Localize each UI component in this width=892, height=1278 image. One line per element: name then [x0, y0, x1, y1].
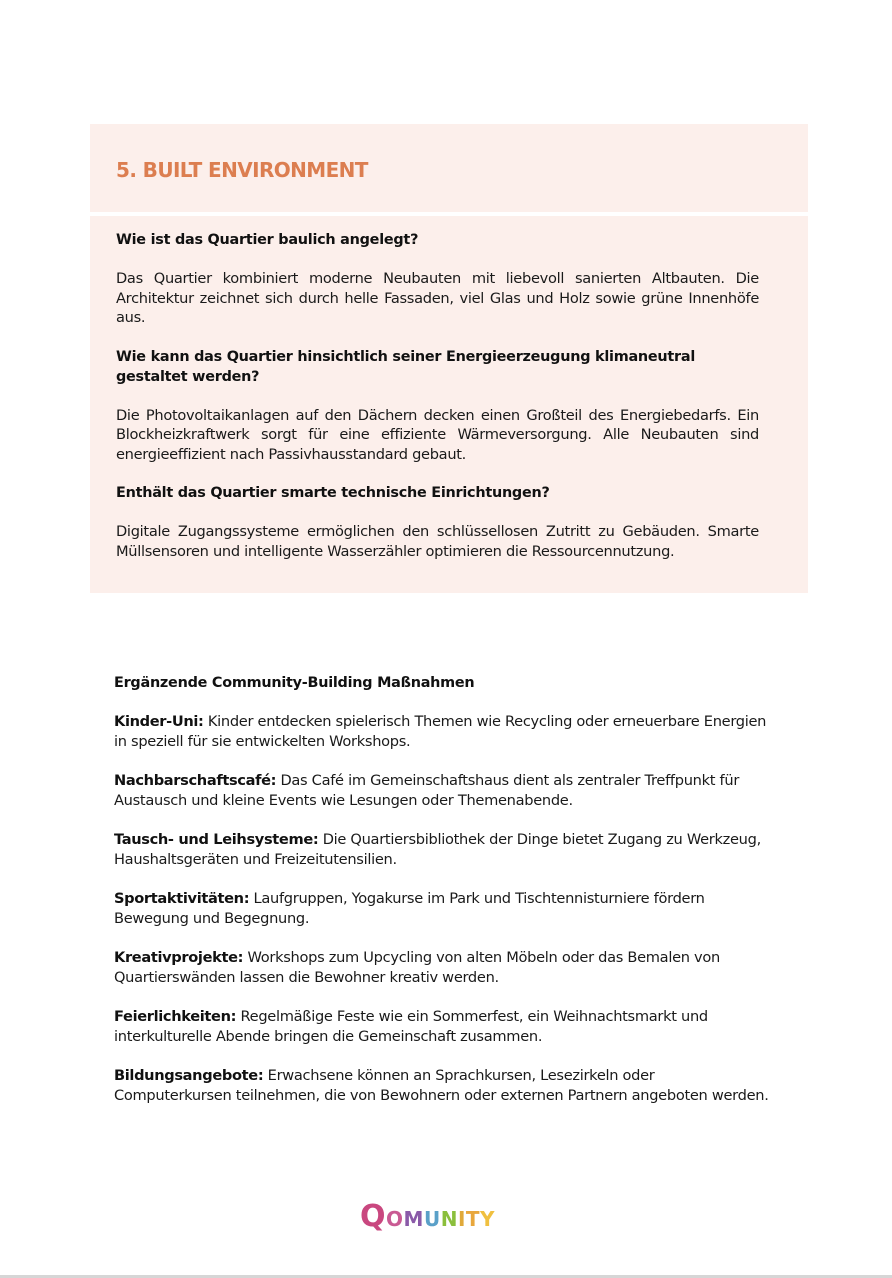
- measure-text: Laufgruppen, Yogakurse im Park und Tischtennisturniere fördern Bewegung und Begegnung.: [114, 890, 705, 927]
- measure-text: Regelmäßige Feste wie ein Sommerfest, ein Weihnachtsmarkt und interkulturelle Abende bringen die Gemeinschaft zusammen.: [114, 1008, 708, 1045]
- qa-question: Enthält das Quartier smarte technische Einrichtungen?: [116, 485, 550, 501]
- measure-label: Kreativprojekte:: [114, 949, 244, 966]
- measure-item: [114, 830, 774, 870]
- logo-letter: M: [403, 1207, 424, 1231]
- qa-question: Wie ist das Quartier baulich angelegt?: [116, 232, 419, 248]
- built-environment-section: [90, 124, 808, 593]
- measure-item: [114, 712, 774, 752]
- measure-text: Workshops zum Upcycling von alten Möbeln oder das Bemalen von Quartierswänden lassen die Bewohner kreativ werden.: [114, 949, 720, 986]
- measure-label: Kinder-Uni:: [114, 713, 204, 730]
- community-title: Ergänzende Community-Building Maßnahmen: [114, 675, 475, 691]
- section-title: 5. BUILT ENVIRONMENT: [116, 158, 368, 182]
- section-header: [90, 124, 808, 212]
- qa-answer: Die Photovoltaikanlagen auf den Dächern decken einen Großteil des Energiebedarfs. Ein Blockheizkraftwerk sorgt für eine effiziente Wärmeversorgung. Alle Neubauten sind energieeffizient nach Passivhausstandard gebaut.: [116, 406, 759, 463]
- logo-letter: Y: [480, 1207, 496, 1231]
- measure-text: Die Quartiersbibliothek der Dinge bietet Zugang zu Werkzeug, Haushaltsgeräten und Freizeitutensilien.: [114, 831, 761, 868]
- qa-question: Wie kann das Quartier hinsichtlich seiner Energieerzeugung klimaneutral gestaltet werden?: [116, 348, 696, 385]
- measure-text: Kinder entdecken spielerisch Themen wie Recycling oder erneuerbare Energien in speziell für sie entwickelten Workshops.: [114, 713, 767, 750]
- community-building-section: [114, 673, 774, 1125]
- measure-text: Das Café im Gemeinschaftshaus dient als zentraler Treffpunkt für Austausch und kleine Events wie Lesungen oder Themenabende.: [114, 772, 740, 809]
- logo-letter: U: [423, 1207, 441, 1231]
- logo-letter: T: [465, 1207, 481, 1231]
- qomunity-logo: [360, 1200, 495, 1234]
- measure-label: Tausch- und Leihsysteme:: [114, 831, 319, 848]
- measure-label: Feierlichkeiten:: [114, 1008, 237, 1025]
- qa-answer: Das Quartier kombiniert moderne Neubauten mit liebevoll sanierten Altbauten. Die Architektur zeichnet sich durch helle Fassaden, viel Glas und Holz sowie grüne Innenhöfe aus.: [116, 270, 759, 326]
- measure-label: Nachbarschaftscafé:: [114, 772, 277, 789]
- qa-answer: Digitale Zugangssysteme ermöglichen den schlüssellosen Zutritt zu Gebäuden. Smarte Müllsensoren und intelligente Wasserzähler optimieren die Ressourcennutzung.: [116, 523, 759, 560]
- measure-label: Bildungsangebote:: [114, 1067, 264, 1084]
- logo-letter: I: [457, 1207, 466, 1231]
- logo-letter: N: [440, 1207, 458, 1231]
- section-body: [90, 216, 808, 593]
- measure-item: [114, 1007, 774, 1047]
- measure-item: [114, 1066, 774, 1106]
- measure-text: Erwachsene können an Sprachkursen, Lesezirkeln oder Computerkursen teilnehmen, die von Bewohnern oder externen Partnern angeboten werden.: [114, 1067, 769, 1104]
- measure-item: [114, 889, 774, 929]
- logo-letter: O: [386, 1207, 404, 1231]
- measure-label: Sportaktivitäten:: [114, 890, 250, 907]
- measure-item: [114, 771, 774, 811]
- logo-letter: Q: [360, 1199, 387, 1234]
- measure-item: [114, 948, 774, 988]
